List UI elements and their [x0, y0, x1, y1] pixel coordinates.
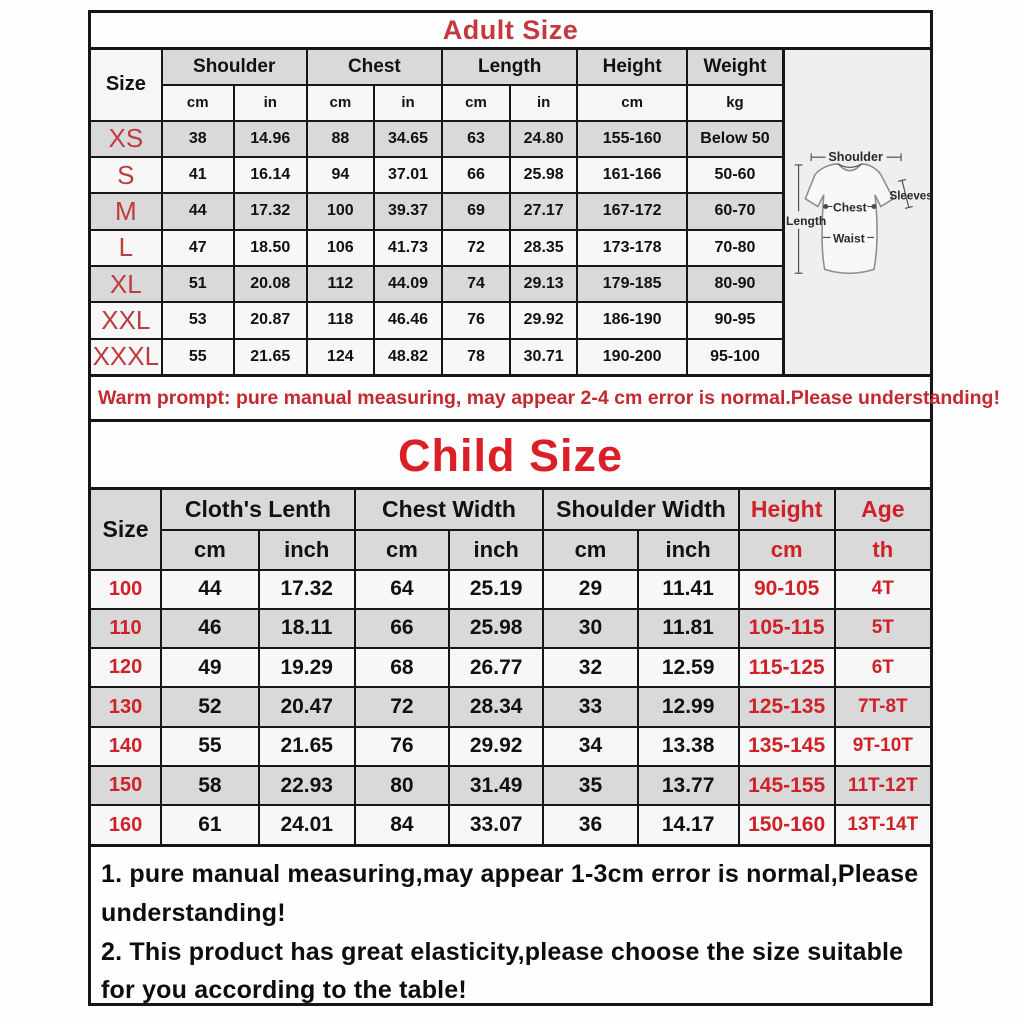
unit-label: th — [835, 530, 932, 570]
size-cell: 110 — [90, 609, 162, 648]
value-cell: 41 — [162, 157, 234, 193]
value-cell: 173-178 — [577, 230, 687, 266]
unit-label: cm — [161, 530, 259, 570]
unit-label: cm — [162, 85, 234, 121]
value-cell: 68 — [355, 648, 449, 687]
size-chart-sheet — [88, 10, 1000, 1006]
value-cell: 115-125 — [739, 648, 835, 687]
unit-label: in — [510, 85, 577, 121]
tshirt-diagram-svg — [786, 135, 933, 307]
value-cell: 78 — [442, 339, 510, 376]
child-header-chest-width: Chest Width — [355, 489, 544, 530]
unit-label: kg — [687, 85, 784, 121]
unit-label: cm — [307, 85, 374, 121]
table-row — [90, 648, 932, 687]
value-cell: 72 — [442, 230, 510, 266]
table-row — [90, 121, 784, 157]
child-header-row — [90, 489, 932, 530]
unit-label: cm — [577, 85, 687, 121]
value-cell: 135-145 — [739, 727, 835, 766]
label-chest: Chest — [833, 200, 867, 215]
value-cell: 50-60 — [687, 157, 784, 193]
value-cell: 13.77 — [638, 766, 739, 805]
value-cell: 36 — [543, 805, 637, 845]
value-cell: 124 — [307, 339, 374, 376]
value-cell: 29.92 — [449, 727, 543, 766]
value-cell: 190-200 — [577, 339, 687, 376]
value-cell: 9T-10T — [835, 727, 932, 766]
unit-label: cm — [739, 530, 835, 570]
label-shoulder: Shoulder — [828, 150, 883, 165]
value-cell: 11T-12T — [835, 766, 932, 805]
child-title-box — [88, 419, 933, 490]
child-size-title: Child Size — [397, 430, 624, 481]
value-cell: 6T — [835, 648, 932, 687]
value-cell: 90-105 — [739, 570, 835, 609]
unit-label: inch — [638, 530, 739, 570]
value-cell: 118 — [307, 302, 374, 338]
value-cell: 16.14 — [234, 157, 307, 193]
value-cell: 84 — [355, 805, 449, 845]
unit-label: cm — [543, 530, 637, 570]
value-cell: 32 — [543, 648, 637, 687]
adult-header-length: Length — [442, 49, 577, 85]
value-cell: 161-166 — [577, 157, 687, 193]
adult-header-chest: Chest — [307, 49, 442, 85]
value-cell: 69 — [442, 193, 510, 229]
note-line-2: 2. This product has great elasticity,please choose the size suitable for you according to the table! — [101, 937, 904, 1005]
value-cell: 51 — [162, 266, 234, 302]
adult-header-weight: Weight — [687, 49, 784, 85]
value-cell: 76 — [355, 727, 449, 766]
value-cell: 88 — [307, 121, 374, 157]
label-length: Length — [786, 213, 827, 228]
value-cell: 11.81 — [638, 609, 739, 648]
value-cell: 34.65 — [374, 121, 442, 157]
value-cell: 80-90 — [687, 266, 784, 302]
value-cell: 44 — [162, 193, 234, 229]
value-cell: 46 — [161, 609, 259, 648]
value-cell: 21.65 — [234, 339, 307, 376]
value-cell: 90-95 — [687, 302, 784, 338]
value-cell: 17.32 — [259, 570, 355, 609]
value-cell: 61 — [161, 805, 259, 845]
unit-label: cm — [355, 530, 449, 570]
value-cell: 18.11 — [259, 609, 355, 648]
table-row — [90, 727, 932, 766]
value-cell: 41.73 — [374, 230, 442, 266]
value-cell: 95-100 — [687, 339, 784, 376]
size-cell: 160 — [90, 805, 162, 845]
value-cell: 105-115 — [739, 609, 835, 648]
value-cell: 63 — [442, 121, 510, 157]
size-cell: S — [90, 157, 162, 193]
value-cell: 155-160 — [577, 121, 687, 157]
adult-header-shoulder: Shoulder — [162, 49, 307, 85]
adult-title-box — [88, 10, 933, 50]
notes-box — [88, 844, 933, 1006]
size-cell: XS — [90, 121, 162, 157]
value-cell: 30.71 — [510, 339, 577, 376]
value-cell: 25.19 — [449, 570, 543, 609]
value-cell: 150-160 — [739, 805, 835, 845]
size-cell: XXXL — [90, 339, 162, 376]
value-cell: 55 — [161, 727, 259, 766]
table-row — [90, 339, 784, 376]
value-cell: 14.96 — [234, 121, 307, 157]
value-cell: 72 — [355, 687, 449, 726]
value-cell: 186-190 — [577, 302, 687, 338]
size-cell: 130 — [90, 687, 162, 726]
value-cell: 33.07 — [449, 805, 543, 845]
size-cell: XL — [90, 266, 162, 302]
child-header-height: Height — [739, 489, 835, 530]
value-cell: 49 — [161, 648, 259, 687]
value-cell: 106 — [307, 230, 374, 266]
value-cell: 179-185 — [577, 266, 687, 302]
value-cell: 26.77 — [449, 648, 543, 687]
value-cell: 145-155 — [739, 766, 835, 805]
value-cell: 52 — [161, 687, 259, 726]
value-cell: 30 — [543, 609, 637, 648]
adult-size-title: Adult Size — [442, 15, 579, 45]
unit-label: inch — [449, 530, 543, 570]
size-cell: 150 — [90, 766, 162, 805]
warm-prompt-text: Warm prompt: pure manual measuring, may appear 2-4 cm error is normal.Please understanding! — [98, 387, 1000, 409]
value-cell: 7T-8T — [835, 687, 932, 726]
value-cell: 37.01 — [374, 157, 442, 193]
value-cell: 60-70 — [687, 193, 784, 229]
value-cell: 12.59 — [638, 648, 739, 687]
value-cell: 100 — [307, 193, 374, 229]
value-cell: 18.50 — [234, 230, 307, 266]
tshirt-measurement-diagram — [786, 50, 933, 374]
table-row — [90, 266, 784, 302]
value-cell: 48.82 — [374, 339, 442, 376]
value-cell: 27.17 — [510, 193, 577, 229]
table-row — [90, 230, 784, 266]
unit-label: in — [374, 85, 442, 121]
adult-header-size: Size — [90, 49, 162, 121]
value-cell: 39.37 — [374, 193, 442, 229]
value-cell: 33 — [543, 687, 637, 726]
child-header-cloth-length: Cloth's Lenth — [161, 489, 355, 530]
value-cell: 66 — [355, 609, 449, 648]
adult-header-height: Height — [577, 49, 687, 85]
value-cell: 31.49 — [449, 766, 543, 805]
value-cell: 44 — [161, 570, 259, 609]
value-cell: 25.98 — [449, 609, 543, 648]
value-cell: 24.01 — [259, 805, 355, 845]
warm-prompt-box — [88, 374, 1000, 422]
child-header-age: Age — [835, 489, 932, 530]
child-header-size: Size — [90, 489, 162, 570]
child-unit-row — [90, 530, 932, 570]
value-cell: 22.93 — [259, 766, 355, 805]
unit-label: in — [234, 85, 307, 121]
value-cell: 28.34 — [449, 687, 543, 726]
value-cell: 12.99 — [638, 687, 739, 726]
value-cell: 46.46 — [374, 302, 442, 338]
value-cell: 4T — [835, 570, 932, 609]
adult-size-table — [88, 47, 785, 377]
note-line-1: 1. pure manual measuring,may appear 1-3cm error is normal,Please understanding! — [101, 860, 919, 927]
value-cell: Below 50 — [687, 121, 784, 157]
value-cell: 25.98 — [510, 157, 577, 193]
value-cell: 58 — [161, 766, 259, 805]
value-cell: 20.87 — [234, 302, 307, 338]
table-row — [90, 570, 932, 609]
size-cell: 100 — [90, 570, 162, 609]
value-cell: 35 — [543, 766, 637, 805]
adult-unit-row — [90, 85, 784, 121]
value-cell: 5T — [835, 609, 932, 648]
table-row — [90, 302, 784, 338]
value-cell: 38 — [162, 121, 234, 157]
value-cell: 28.35 — [510, 230, 577, 266]
value-cell: 20.08 — [234, 266, 307, 302]
value-cell: 17.32 — [234, 193, 307, 229]
value-cell: 21.65 — [259, 727, 355, 766]
value-cell: 80 — [355, 766, 449, 805]
value-cell: 74 — [442, 266, 510, 302]
value-cell: 24.80 — [510, 121, 577, 157]
table-row — [90, 766, 932, 805]
value-cell: 53 — [162, 302, 234, 338]
unit-label: inch — [259, 530, 355, 570]
value-cell: 47 — [162, 230, 234, 266]
size-cell: M — [90, 193, 162, 229]
size-cell: L — [90, 230, 162, 266]
value-cell: 70-80 — [687, 230, 784, 266]
child-size-table — [88, 487, 933, 847]
value-cell: 167-172 — [577, 193, 687, 229]
unit-label: cm — [442, 85, 510, 121]
table-row — [90, 193, 784, 229]
table-row — [90, 609, 932, 648]
value-cell: 20.47 — [259, 687, 355, 726]
value-cell: 13T-14T — [835, 805, 932, 845]
size-cell: 120 — [90, 648, 162, 687]
value-cell: 76 — [442, 302, 510, 338]
value-cell: 29 — [543, 570, 637, 609]
value-cell: 34 — [543, 727, 637, 766]
table-row — [90, 157, 784, 193]
value-cell: 44.09 — [374, 266, 442, 302]
value-cell: 14.17 — [638, 805, 739, 845]
value-cell: 19.29 — [259, 648, 355, 687]
adult-section — [88, 47, 933, 377]
value-cell: 29.13 — [510, 266, 577, 302]
value-cell: 11.41 — [638, 570, 739, 609]
value-cell: 13.38 — [638, 727, 739, 766]
table-row — [90, 687, 932, 726]
label-sleeves: Sleeves — [889, 189, 933, 203]
value-cell: 29.92 — [510, 302, 577, 338]
value-cell: 66 — [442, 157, 510, 193]
value-cell: 94 — [307, 157, 374, 193]
value-cell: 112 — [307, 266, 374, 302]
size-cell: 140 — [90, 727, 162, 766]
size-cell: XXL — [90, 302, 162, 338]
value-cell: 55 — [162, 339, 234, 376]
adult-header-row — [90, 49, 784, 85]
table-row — [90, 805, 932, 845]
label-waist: Waist — [832, 231, 865, 246]
value-cell: 64 — [355, 570, 449, 609]
child-header-shoulder-width: Shoulder Width — [543, 489, 738, 530]
value-cell: 125-135 — [739, 687, 835, 726]
